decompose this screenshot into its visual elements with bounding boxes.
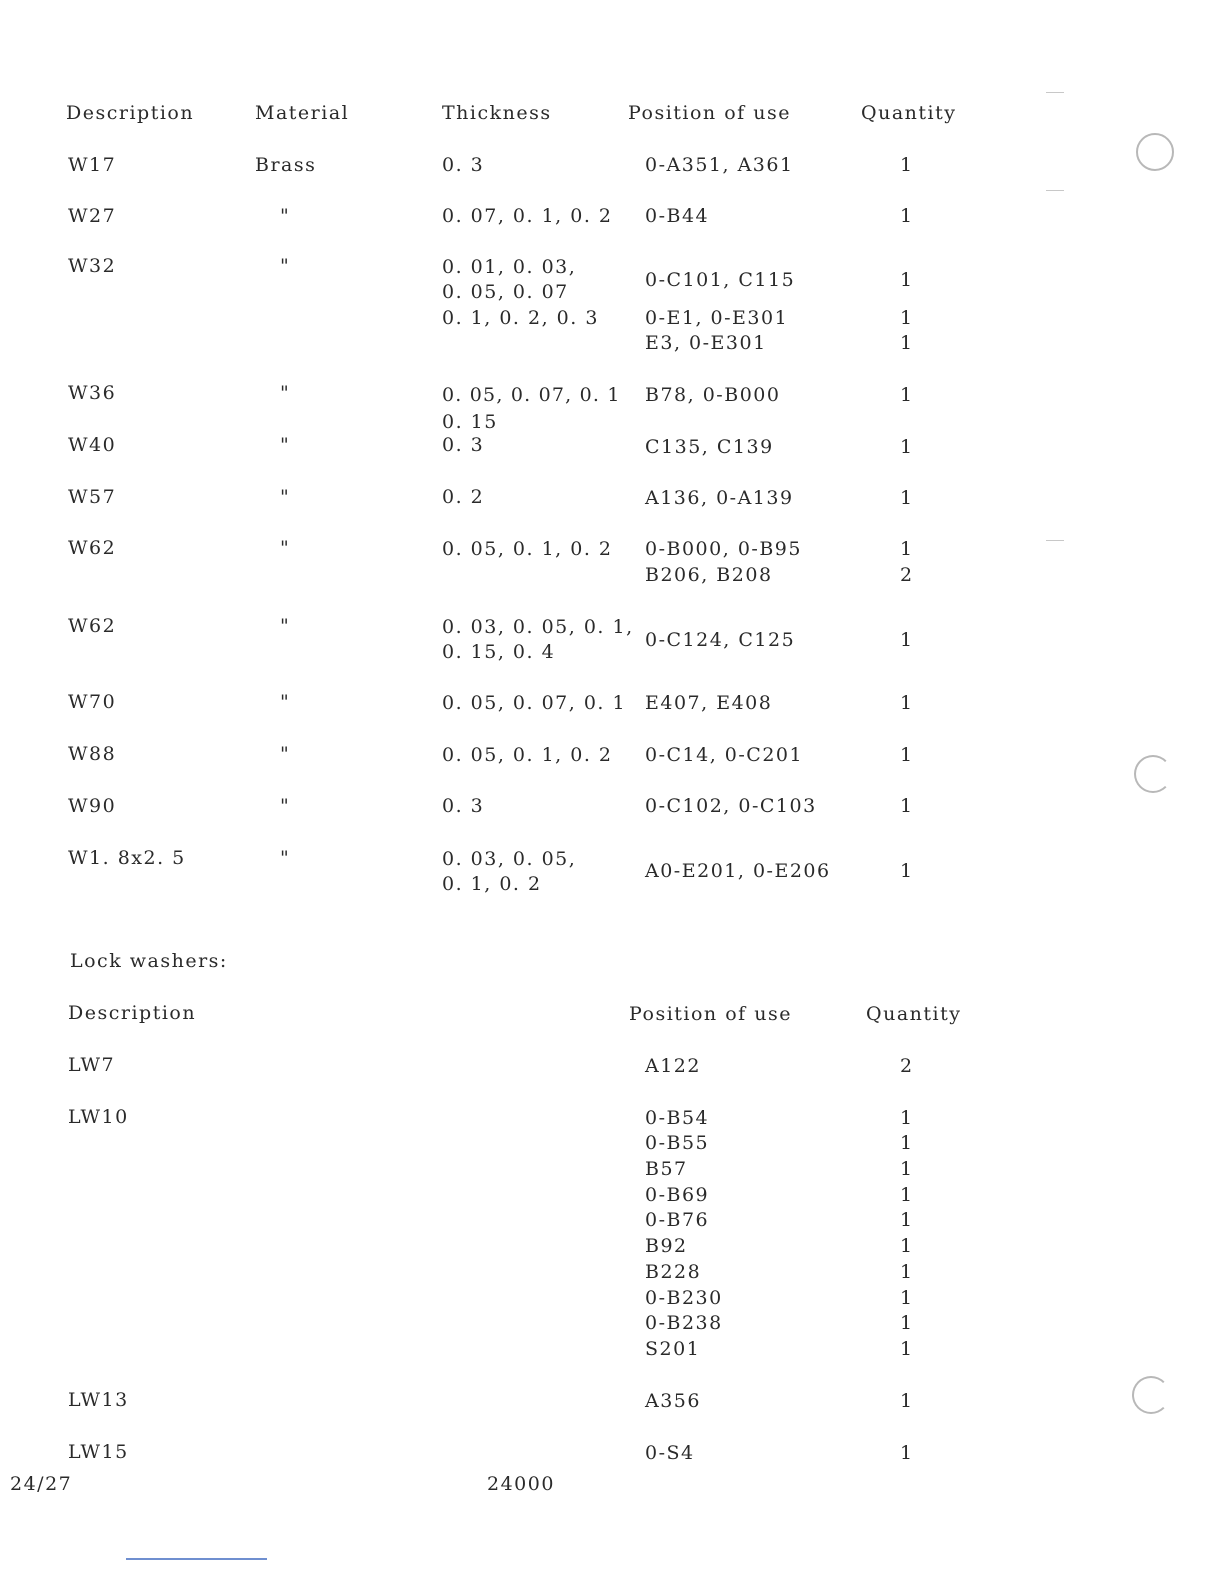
margin-mark (1046, 540, 1064, 541)
binder-hole-icon (1132, 1376, 1170, 1414)
lw-description: LW10 (68, 1106, 129, 1128)
washer-position: 0-B000, 0-B95 (645, 538, 802, 560)
page-number: 24/27 (10, 1473, 73, 1495)
washer-material: " (280, 205, 291, 227)
washer-quantity: 1 (900, 487, 914, 509)
washer-quantity: 1 (900, 692, 914, 714)
washer-thickness: 0. 3 (442, 154, 485, 176)
lw-quantity: 1 (900, 1442, 914, 1464)
washer-thickness: 0. 05, 0. 07, 0. 1 (442, 384, 621, 406)
lw-quantity: 2 (900, 1055, 914, 1077)
washer-quantity: 1 (900, 269, 914, 291)
lw-position: 0-B55 (645, 1132, 710, 1154)
washer-position: 0-E1, 0-E301 (645, 307, 789, 329)
washer-material: Brass (255, 154, 317, 176)
lw-quantity: 1 (900, 1209, 914, 1231)
washer-position: 0-C14, 0-C201 (645, 744, 804, 766)
lw-quantity: 1 (900, 1390, 914, 1412)
lw-description: LW13 (68, 1389, 129, 1411)
washer-thickness: 0. 3 (442, 434, 485, 456)
washer-quantity: 1 (900, 307, 914, 329)
washer-quantity: 1 (900, 629, 914, 651)
washer-quantity: 1 (900, 154, 914, 176)
washer-description: W27 (68, 205, 117, 227)
washer-position: B78, 0-B000 (645, 384, 781, 406)
lw-quantity: 1 (900, 1184, 914, 1206)
washer-quantity: 1 (900, 860, 914, 882)
washer-thickness: 0. 15, 0. 4 (442, 641, 556, 663)
lw-quantity: 1 (900, 1261, 914, 1283)
washer-quantity: 1 (900, 538, 914, 560)
washer-thickness: 0. 1, 0. 2 (442, 873, 542, 895)
washer-quantity: 2 (900, 564, 914, 586)
lw-position: 0-B69 (645, 1184, 710, 1206)
washer-thickness: 0. 07, 0. 1, 0. 2 (442, 205, 613, 227)
washer-description: W36 (68, 382, 117, 404)
washer-thickness: 0. 01, 0. 03, (442, 256, 577, 278)
washer-thickness: 0. 05, 0. 1, 0. 2 (442, 744, 613, 766)
washer-material: " (280, 382, 291, 404)
washer-description: W90 (68, 795, 117, 817)
washer-material: " (280, 691, 291, 713)
lw-position: 0-B76 (645, 1209, 710, 1231)
lw-quantity: 1 (900, 1107, 914, 1129)
lw-position: 0-B230 (645, 1287, 723, 1309)
lw-quantity: 1 (900, 1235, 914, 1257)
washer-quantity: 1 (900, 744, 914, 766)
lw-position: S201 (645, 1338, 701, 1360)
washer-position: E3, 0-E301 (645, 332, 767, 354)
washer-position: 0-C102, 0-C103 (645, 795, 817, 817)
washer-material: " (280, 486, 291, 508)
washer-position: A0-E201, 0-E206 (645, 860, 831, 882)
washer-position: 0-C124, C125 (645, 629, 796, 651)
lw-position: B228 (645, 1261, 702, 1283)
section-title: Lock washers: (70, 950, 228, 972)
washer-quantity: 1 (900, 205, 914, 227)
washer-description: W32 (68, 255, 117, 277)
binder-hole-icon (1134, 755, 1172, 793)
lw-header-quantity: Quantity (866, 1003, 962, 1025)
lw-quantity: 1 (900, 1338, 914, 1360)
lw-quantity: 1 (900, 1312, 914, 1334)
washer-position: 0-C101, C115 (645, 269, 796, 291)
lw-position: A356 (645, 1390, 701, 1412)
washer-thickness: 0. 05, 0. 1, 0. 2 (442, 538, 613, 560)
washer-thickness: 0. 1, 0. 2, 0. 3 (442, 307, 599, 329)
margin-mark (1046, 190, 1064, 191)
washer-material: " (280, 615, 291, 637)
washer-thickness: 0. 03, 0. 05, (442, 848, 577, 870)
divider (126, 1558, 267, 1560)
washer-material: " (280, 795, 291, 817)
washer-position: C135, C139 (645, 436, 774, 458)
lw-position: 0-B54 (645, 1107, 710, 1129)
washer-thickness: 0. 2 (442, 486, 485, 508)
washer-material: " (280, 255, 291, 277)
washer-quantity: 1 (900, 795, 914, 817)
washer-description: W1. 8x2. 5 (68, 847, 186, 869)
washer-material: " (280, 434, 291, 456)
lw-position: A122 (645, 1055, 701, 1077)
lw-quantity: 1 (900, 1287, 914, 1309)
washer-quantity: 1 (900, 436, 914, 458)
washer-position: 0-A351, A361 (645, 154, 794, 176)
washer-quantity: 1 (900, 332, 914, 354)
washer-description: W70 (68, 691, 117, 713)
washer-description: W17 (68, 154, 117, 176)
washer-position: B206, B208 (645, 564, 773, 586)
washer-description: W57 (68, 486, 117, 508)
washer-material: " (280, 743, 291, 765)
lw-quantity: 1 (900, 1158, 914, 1180)
header-thickness: Thickness (442, 102, 552, 124)
washer-thickness: 0. 05, 0. 07, 0. 1 (442, 692, 627, 714)
header-description: Description (66, 102, 195, 124)
lw-position: 0-B238 (645, 1312, 723, 1334)
lw-header-position: Position of use (629, 1003, 792, 1025)
washer-description: W88 (68, 743, 117, 765)
washer-thickness: 0. 3 (442, 795, 485, 817)
document-number: 24000 (487, 1473, 555, 1495)
washer-position: A136, 0-A139 (645, 487, 794, 509)
washer-material: " (280, 847, 291, 869)
binder-hole-icon (1136, 133, 1174, 171)
lw-header-description: Description (68, 1002, 197, 1024)
header-position: Position of use (628, 102, 791, 124)
washer-material: " (280, 537, 291, 559)
washer-description: W62 (68, 615, 117, 637)
lw-description: LW7 (68, 1054, 116, 1076)
header-material: Material (255, 102, 350, 124)
lw-position: 0-S4 (645, 1442, 695, 1464)
washer-position: E407, E408 (645, 692, 773, 714)
lw-description: LW15 (68, 1441, 129, 1463)
washer-description: W40 (68, 434, 117, 456)
lw-quantity: 1 (900, 1132, 914, 1154)
washer-thickness: 0. 15 (442, 411, 498, 433)
washer-thickness: 0. 05, 0. 07 (442, 281, 569, 303)
lw-position: B57 (645, 1158, 688, 1180)
header-quantity: Quantity (861, 102, 957, 124)
margin-mark (1046, 92, 1064, 93)
washer-position: 0-B44 (645, 205, 710, 227)
washer-description: W62 (68, 537, 117, 559)
washer-thickness: 0. 03, 0. 05, 0. 1, (442, 616, 634, 638)
washer-quantity: 1 (900, 384, 914, 406)
lw-position: B92 (645, 1235, 688, 1257)
